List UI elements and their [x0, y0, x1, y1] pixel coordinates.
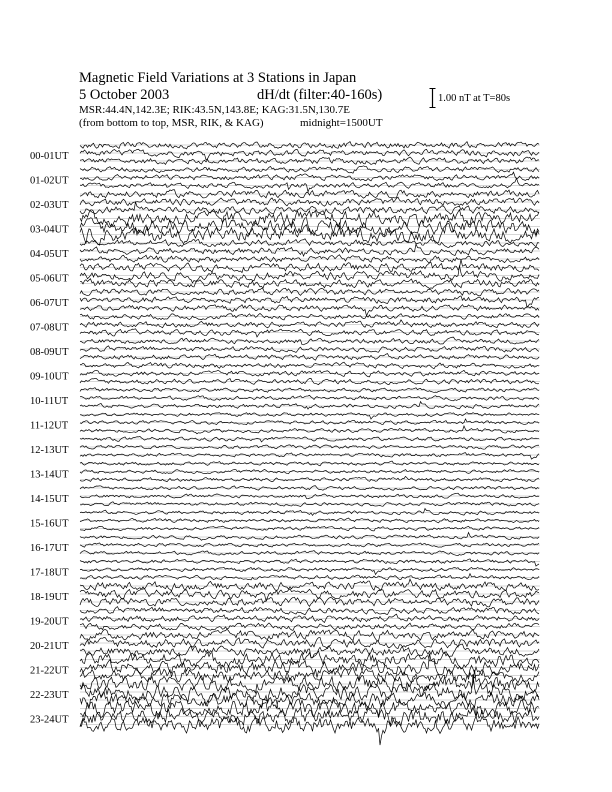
- trace-rik: [80, 149, 539, 159]
- order-note: (from bottom to top, MSR, RIK, & KAG): [79, 117, 264, 129]
- trace-msr: [80, 476, 539, 481]
- hour-label: 22-23UT: [30, 690, 69, 701]
- trace-rik: [80, 706, 539, 725]
- hour-label: 23-24UT: [30, 714, 69, 726]
- date-label: 5 October 2003: [79, 87, 170, 103]
- hour-label: 18-19UT: [30, 592, 69, 603]
- trace-msr: [80, 329, 539, 337]
- hour-label: 08-09UT: [30, 347, 69, 358]
- trace-rik: [80, 320, 539, 328]
- hour-label: 10-11UT: [30, 396, 69, 407]
- hour-label: 17-18UT: [30, 567, 69, 579]
- hour-label: 20-21UT: [30, 641, 69, 652]
- hour-label: 12-13UT: [30, 445, 69, 456]
- hour-label: 11-12UT: [30, 420, 69, 432]
- hour-label: 01-02UT: [30, 175, 69, 187]
- trace-kag: [80, 413, 539, 419]
- hour-label: 16-17UT: [30, 543, 69, 554]
- filter-label: dH/dt (filter:40-160s): [257, 87, 383, 103]
- trace-kag: [80, 437, 539, 442]
- trace-kag: [80, 509, 539, 516]
- chart-title: Magnetic Field Variations at 3 Stations in Japan: [79, 70, 357, 86]
- stations-label: MSR:44.4N,142.3E; RIK:43.5N,143.8E; KAG:31.5N,130.7E: [79, 104, 351, 116]
- hour-label: 15-16UT: [30, 518, 69, 530]
- trace-rik: [80, 296, 539, 307]
- trace-rik: [80, 172, 539, 181]
- trace-rik: [80, 346, 539, 353]
- trace-msr: [80, 157, 539, 165]
- trace-rik: [80, 197, 539, 206]
- trace-msr: [80, 453, 539, 459]
- hour-label: 05-06UT: [30, 273, 69, 285]
- hour-label: 21-22UT: [30, 665, 69, 677]
- trace-kag: [80, 313, 539, 319]
- hour-label: 04-05UT: [30, 249, 69, 260]
- hour-label: 02-03UT: [30, 200, 69, 211]
- trace-kag: [80, 559, 539, 566]
- hour-label: 19-20UT: [30, 616, 69, 628]
- hour-label: 14-15UT: [30, 494, 69, 505]
- trace-rik: [80, 265, 539, 282]
- hour-label: 00-01UT: [30, 151, 69, 162]
- hour-label: 06-07UT: [30, 298, 69, 309]
- hour-label: 13-14UT: [30, 469, 69, 481]
- trace-kag: [80, 607, 539, 615]
- trace-kag: [80, 260, 539, 273]
- trace-msr: [80, 402, 539, 410]
- trace-rik: [80, 588, 539, 600]
- scale-label: 1.00 nT at T=80s: [438, 93, 511, 104]
- trace-rik: [80, 614, 539, 622]
- trace-msr: [80, 426, 539, 434]
- trace-msr: [80, 574, 539, 580]
- trace-kag: [80, 142, 539, 149]
- trace-msr: [80, 178, 539, 192]
- hour-label: 09-10UT: [30, 371, 69, 383]
- hour-label: 07-08UT: [30, 322, 69, 334]
- midnight-note: midnight=1500UT: [300, 117, 383, 129]
- trace-msr: [80, 623, 539, 631]
- trace-kag: [80, 533, 539, 541]
- trace-msr: [80, 716, 539, 745]
- hour-label: 03-04UT: [30, 224, 69, 236]
- trace-rik: [80, 419, 539, 425]
